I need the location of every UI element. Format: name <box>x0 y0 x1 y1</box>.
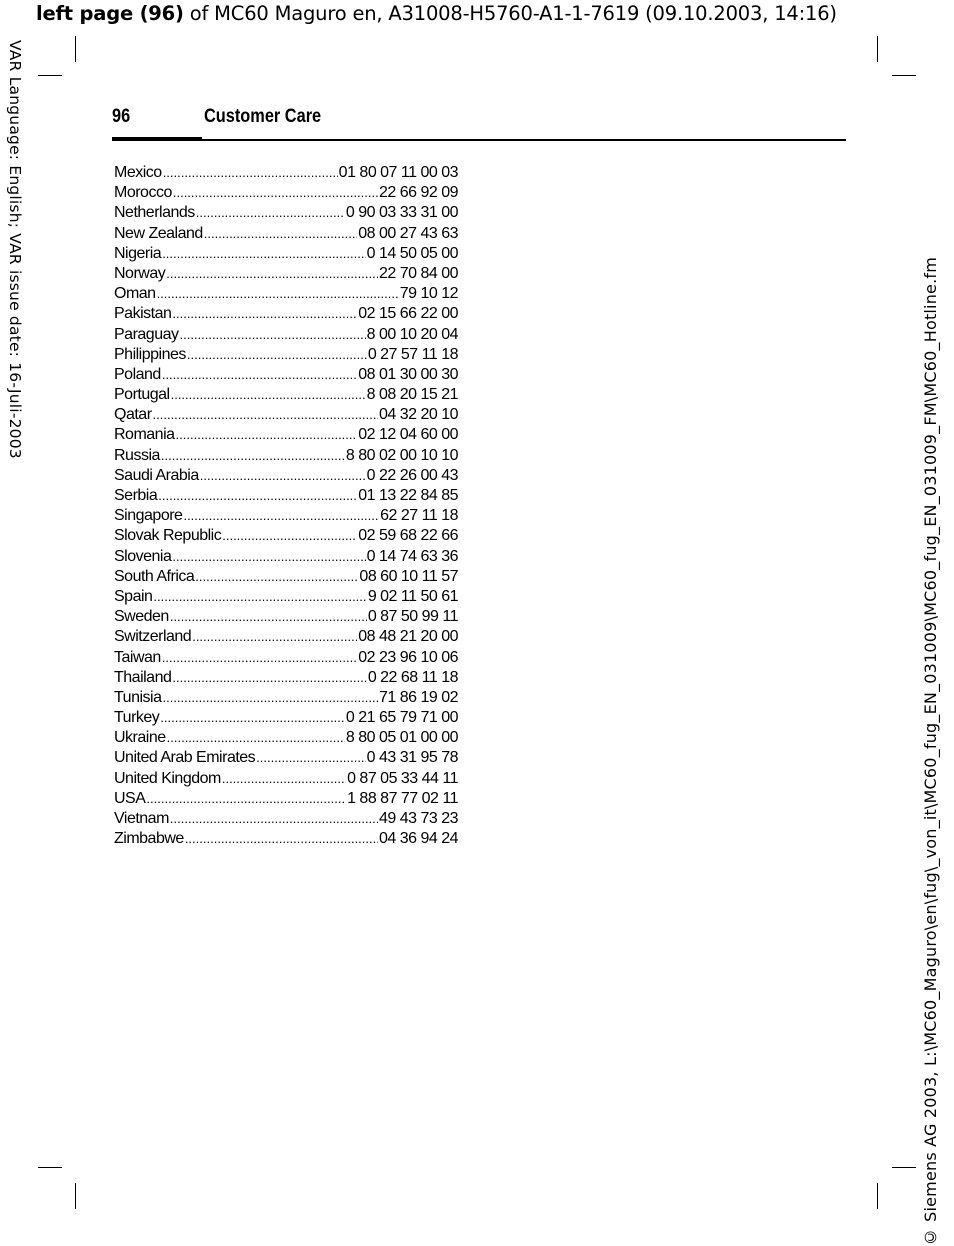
hotline-row <box>114 446 458 466</box>
print-header-page-ref: left page (96) <box>36 2 184 25</box>
hotline-row <box>114 769 458 789</box>
country-name: Saudi Arabia <box>114 466 199 484</box>
hotline-number: 62 27 11 18 <box>380 507 458 525</box>
copyright-file-path: © Siemens AG 2003, L:\MC60_Maguro\en\fug\_von_it\MC60_fug_EN_031009\MC60_fug_EN_031009_FM\MC60_Hotline.fm <box>921 256 940 1246</box>
hotline-row <box>114 345 458 365</box>
dot-leader <box>195 567 358 587</box>
country-name: Mexico <box>114 164 162 181</box>
dot-leader <box>157 284 399 304</box>
country-name: New Zealand <box>114 224 203 242</box>
hotline-row <box>114 829 458 849</box>
dot-leader <box>196 203 345 223</box>
country-name: Slovenia <box>114 547 172 565</box>
hotline-row <box>114 224 458 244</box>
crop-mark <box>892 75 916 76</box>
dot-leader <box>160 708 345 728</box>
hotline-number: 8 80 05 01 00 00 <box>345 729 458 747</box>
hotline-number: 8 00 10 20 04 <box>366 325 458 343</box>
dot-leader <box>162 648 357 668</box>
hotline-row <box>114 203 458 223</box>
country-name: Paraguay <box>114 325 179 343</box>
hotline-number: 1 88 87 77 02 11 <box>347 789 458 807</box>
dot-leader <box>158 486 357 506</box>
dot-leader <box>166 264 378 284</box>
crop-mark <box>38 75 62 76</box>
country-name: Slovak Republic <box>114 527 222 545</box>
country-name: Russia <box>114 446 160 464</box>
hotline-number: 08 01 30 00 30 <box>358 365 458 383</box>
hotline-row <box>114 547 458 567</box>
hotline-number: 04 32 20 10 <box>378 406 458 424</box>
country-name: United Kingdom <box>114 769 221 787</box>
hotline-row <box>114 728 458 748</box>
country-name: Philippines <box>114 345 186 363</box>
hotline-row <box>114 425 458 445</box>
dot-leader <box>167 728 345 748</box>
hotline-row <box>114 365 458 385</box>
hotline-number: 0 27 57 11 18 <box>367 345 458 363</box>
hotline-number: 02 23 96 10 06 <box>358 648 458 666</box>
hotline-row <box>114 748 458 768</box>
crop-mark <box>892 1167 916 1168</box>
country-name: Sweden <box>114 608 169 626</box>
hotline-number: 02 59 68 22 66 <box>358 527 458 545</box>
hotline-number: 08 60 10 11 57 <box>359 567 458 585</box>
hotline-row <box>114 183 458 203</box>
dot-leader <box>170 607 367 627</box>
hotline-number: 71 86 19 02 <box>378 688 458 706</box>
var-language-note: VAR Language: English; VAR issue date: 16-Juli-2003 <box>6 40 24 459</box>
dot-leader <box>173 183 378 203</box>
hotline-row <box>114 668 458 688</box>
hotline-row <box>114 486 458 506</box>
hotline-row <box>114 627 458 647</box>
hotline-row <box>114 587 458 607</box>
section-title: Customer Care <box>204 106 322 127</box>
hotline-number: 0 90 03 33 31 00 <box>345 204 458 222</box>
dot-leader <box>162 365 357 385</box>
hotline-row <box>114 325 458 345</box>
country-name: United Arab Emirates <box>114 749 256 767</box>
dot-leader <box>187 345 367 365</box>
country-name: Qatar <box>114 406 152 424</box>
crop-mark <box>877 36 878 62</box>
hotline-number: 0 14 74 63 36 <box>366 547 458 565</box>
hotline-number: 0 43 31 95 78 <box>366 749 458 767</box>
dot-leader <box>185 829 378 849</box>
country-name: Vietnam <box>114 810 169 827</box>
hotline-number: 0 22 68 11 18 <box>367 668 458 686</box>
country-name: South Africa <box>114 567 195 585</box>
hotline-number: 22 66 92 09 <box>378 184 458 202</box>
hotline-row <box>114 264 458 284</box>
hotline-row <box>114 809 458 829</box>
crop-mark <box>75 36 76 62</box>
dot-leader <box>171 385 366 405</box>
country-name: Netherlands <box>114 204 195 222</box>
country-name: Spain <box>114 587 153 605</box>
dot-leader <box>162 244 365 264</box>
hotline-row <box>114 466 458 486</box>
hotline-row <box>114 567 458 587</box>
dot-leader <box>172 304 357 324</box>
hotline-row <box>114 304 458 324</box>
country-name: Morocco <box>114 184 172 202</box>
print-header <box>36 2 837 25</box>
hotline-row <box>114 385 458 405</box>
hotline-list <box>114 163 458 849</box>
hotline-number: 22 70 84 00 <box>378 264 458 282</box>
dot-leader <box>183 506 379 526</box>
dot-leader <box>146 789 346 809</box>
country-name: Portugal <box>114 386 170 404</box>
country-name: Switzerland <box>114 628 192 646</box>
hotline-number: 8 08 20 15 21 <box>366 386 458 404</box>
dot-leader <box>176 425 358 445</box>
hotline-row <box>114 244 458 264</box>
dot-leader <box>256 748 365 768</box>
hotline-number: 79 10 12 <box>399 285 458 303</box>
country-name: Turkey <box>114 709 160 727</box>
hotline-number: 08 00 27 43 63 <box>358 224 458 242</box>
hotline-number: 8 80 02 00 10 10 <box>345 446 458 464</box>
page-number: 96 <box>112 106 131 127</box>
country-name: Oman <box>114 285 156 303</box>
hotline-number: 01 13 22 84 85 <box>358 487 458 504</box>
dot-leader <box>200 466 366 486</box>
hotline-row <box>114 526 458 546</box>
hotline-row <box>114 688 458 708</box>
hotline-number: 04 36 94 24 <box>378 830 458 848</box>
hotline-number: 08 48 21 20 00 <box>358 628 458 646</box>
dot-leader <box>163 163 338 183</box>
country-name: Norway <box>114 264 166 282</box>
dot-leader <box>180 325 366 345</box>
hotline-row <box>114 163 458 183</box>
dot-leader <box>172 668 366 688</box>
hotline-number: 49 43 73 23 <box>378 810 458 827</box>
hotline-row <box>114 284 458 304</box>
country-name: Poland <box>114 365 161 383</box>
hotline-row <box>114 708 458 728</box>
hotline-row <box>114 648 458 668</box>
hotline-number: 02 12 04 60 00 <box>358 426 458 444</box>
country-name: Nigeria <box>114 244 162 262</box>
hotline-number: 9 02 11 50 61 <box>367 587 458 605</box>
country-name: Zimbabwe <box>114 830 184 848</box>
hotline-row <box>114 405 458 425</box>
header-rule-thick <box>112 137 202 141</box>
dot-leader <box>161 446 345 466</box>
hotline-row <box>114 506 458 526</box>
country-name: Serbia <box>114 487 158 504</box>
print-header-document-info: of MC60 Maguro en, A31008-H5760-A1-1-7619 (09.10.2003, 14:16) <box>183 2 837 25</box>
crop-mark <box>75 1183 76 1209</box>
crop-mark <box>38 1167 62 1168</box>
dot-leader <box>222 526 357 546</box>
country-name: Taiwan <box>114 648 161 666</box>
country-name: Tunisia <box>114 688 162 706</box>
country-name: Pakistan <box>114 305 172 323</box>
dot-leader <box>192 627 357 647</box>
hotline-number: 01 80 07 11 00 03 <box>338 164 458 181</box>
crop-mark <box>877 1183 878 1209</box>
country-name: Ukraine <box>114 729 166 747</box>
hotline-row <box>114 607 458 627</box>
hotline-row <box>114 789 458 809</box>
dot-leader <box>153 405 378 425</box>
dot-leader <box>172 547 365 567</box>
hotline-number: 0 22 26 00 43 <box>366 466 458 484</box>
dot-leader <box>204 224 357 244</box>
country-name: USA <box>114 789 146 807</box>
hotline-number: 0 87 50 99 11 <box>367 608 458 626</box>
dot-leader <box>222 769 346 789</box>
hotline-number: 0 14 50 05 00 <box>366 244 458 262</box>
hotline-number: 0 87 05 33 44 11 <box>347 769 458 787</box>
header-rule <box>202 139 846 141</box>
dot-leader <box>153 587 366 607</box>
hotline-number: 0 21 65 79 71 00 <box>345 709 458 727</box>
country-name: Romania <box>114 426 175 444</box>
country-name: Thailand <box>114 668 172 686</box>
hotline-number: 02 15 66 22 00 <box>358 305 458 323</box>
dot-leader <box>162 688 377 708</box>
dot-leader <box>170 809 378 829</box>
country-name: Singapore <box>114 507 183 525</box>
